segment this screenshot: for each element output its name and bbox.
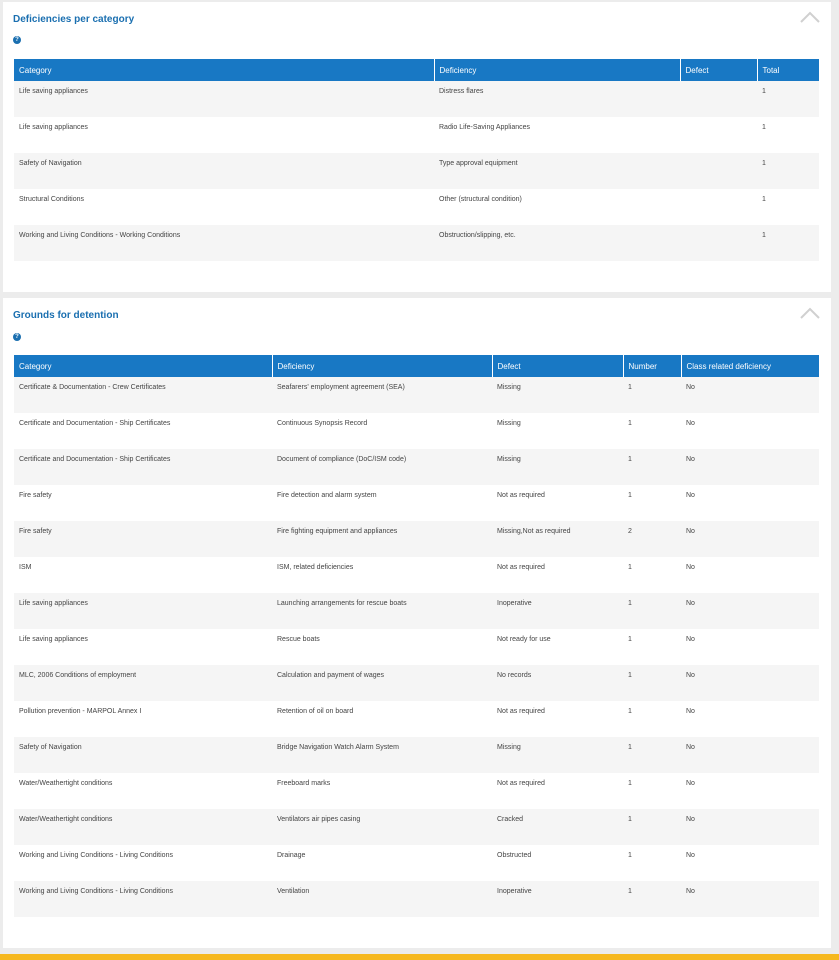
- table-cell: Life saving appliances: [14, 593, 272, 629]
- table-cell: Not as required: [492, 701, 623, 737]
- table-cell: 1: [623, 593, 681, 629]
- table-cell: Pollution prevention - MARPOL Annex I: [14, 701, 272, 737]
- table-cell: 1: [623, 773, 681, 809]
- table-cell: Missing: [492, 377, 623, 413]
- table-row: [14, 881, 819, 917]
- table-cell: No: [681, 701, 819, 737]
- table-cell: Type approval equipment: [434, 153, 680, 189]
- table-cell: 1: [623, 557, 681, 593]
- table-cell: 1: [623, 485, 681, 521]
- table-cell: No: [681, 773, 819, 809]
- column-header[interactable]: Number: [623, 355, 681, 377]
- table-cell: Not ready for use: [492, 629, 623, 665]
- detention-table: [14, 355, 819, 917]
- table-cell: Certificate and Documentation - Ship Certificates: [14, 449, 272, 485]
- table-cell: Working and Living Conditions - Living Conditions: [14, 845, 272, 881]
- table-cell: No: [681, 413, 819, 449]
- table-cell: Seafarers' employment agreement (SEA): [272, 377, 492, 413]
- table-cell: Rescue boats: [272, 629, 492, 665]
- table-cell: ISM, related deficiencies: [272, 557, 492, 593]
- table-cell: 1: [757, 153, 819, 189]
- table-cell: 1: [623, 737, 681, 773]
- table-cell: No: [681, 845, 819, 881]
- deficiencies-table: [14, 59, 819, 261]
- table-row: [14, 485, 819, 521]
- table-row: [14, 521, 819, 557]
- table-cell: Water/Weathertight conditions: [14, 809, 272, 845]
- table-cell: Missing: [492, 449, 623, 485]
- table-row: [14, 413, 819, 449]
- column-header[interactable]: Category: [14, 355, 272, 377]
- table-cell: Retention of oil on board: [272, 701, 492, 737]
- table-row: [14, 189, 819, 225]
- table-cell: Fire safety: [14, 485, 272, 521]
- table-row: [14, 665, 819, 701]
- table-cell: 1: [757, 189, 819, 225]
- table-cell: No: [681, 737, 819, 773]
- table-row: [14, 737, 819, 773]
- table-cell: Radio Life-Saving Appliances: [434, 117, 680, 153]
- table-cell: 1: [623, 413, 681, 449]
- table-cell: 1: [757, 117, 819, 153]
- table-cell: Calculation and payment of wages: [272, 665, 492, 701]
- table-cell: Life saving appliances: [14, 81, 434, 117]
- table-cell: No: [681, 557, 819, 593]
- table-cell: 1: [623, 665, 681, 701]
- table-cell: 1: [623, 845, 681, 881]
- table-cell: 1: [623, 881, 681, 917]
- column-header[interactable]: Deficiency: [272, 355, 492, 377]
- table-cell: Drainage: [272, 845, 492, 881]
- table-cell: Document of compliance (DoC/ISM code): [272, 449, 492, 485]
- table-cell: Distress flares: [434, 81, 680, 117]
- table-cell: Freeboard marks: [272, 773, 492, 809]
- column-header[interactable]: Defect: [492, 355, 623, 377]
- column-header[interactable]: Total: [757, 59, 819, 81]
- table-row: [14, 81, 819, 117]
- table-cell: Not as required: [492, 773, 623, 809]
- table-cell: [680, 189, 757, 225]
- column-header[interactable]: Category: [14, 59, 434, 81]
- deficiencies-per-category-panel: [3, 2, 831, 292]
- table-cell: Safety of Navigation: [14, 737, 272, 773]
- table-cell: Fire fighting equipment and appliances: [272, 521, 492, 557]
- table-cell: No: [681, 593, 819, 629]
- table-row: [14, 845, 819, 881]
- table-cell: No records: [492, 665, 623, 701]
- table-cell: Bridge Navigation Watch Alarm System: [272, 737, 492, 773]
- table-cell: Water/Weathertight conditions: [14, 773, 272, 809]
- column-header[interactable]: Deficiency: [434, 59, 680, 81]
- table-cell: 1: [757, 81, 819, 117]
- table-cell: No: [681, 521, 819, 557]
- table-cell: [680, 81, 757, 117]
- table-cell: MLC, 2006 Conditions of employment: [14, 665, 272, 701]
- table-cell: Missing: [492, 737, 623, 773]
- table-cell: 1: [757, 225, 819, 261]
- table-cell: Continuous Synopsis Record: [272, 413, 492, 449]
- table-row: [14, 773, 819, 809]
- table-cell: Working and Living Conditions - Living Conditions: [14, 881, 272, 917]
- table-cell: 1: [623, 449, 681, 485]
- table-cell: Life saving appliances: [14, 629, 272, 665]
- chevron-up-icon[interactable]: [799, 10, 821, 24]
- table-cell: No: [681, 629, 819, 665]
- table-cell: 1: [623, 809, 681, 845]
- table-row: [14, 225, 819, 261]
- table-cell: Missing,Not as required: [492, 521, 623, 557]
- chevron-up-icon[interactable]: [799, 306, 821, 320]
- table-row: [14, 629, 819, 665]
- table-cell: No: [681, 485, 819, 521]
- table-cell: [680, 225, 757, 261]
- table-cell: Obstruction/slipping, etc.: [434, 225, 680, 261]
- table-cell: Cracked: [492, 809, 623, 845]
- table-cell: No: [681, 881, 819, 917]
- table-cell: Working and Living Conditions - Working Conditions: [14, 225, 434, 261]
- table-cell: Launching arrangements for rescue boats: [272, 593, 492, 629]
- table-cell: Inoperative: [492, 593, 623, 629]
- table-cell: Missing: [492, 413, 623, 449]
- table-cell: 1: [623, 377, 681, 413]
- table-cell: Fire detection and alarm system: [272, 485, 492, 521]
- table-cell: Obstructed: [492, 845, 623, 881]
- panel-title: Grounds for detention: [13, 310, 119, 321]
- table-cell: [680, 153, 757, 189]
- table-cell: No: [681, 449, 819, 485]
- table-cell: 2: [623, 521, 681, 557]
- table-cell: No: [681, 377, 819, 413]
- table-row: [14, 809, 819, 845]
- help-circle-icon[interactable]: ?: [13, 333, 21, 341]
- table-cell: [680, 117, 757, 153]
- column-header[interactable]: Defect: [680, 59, 757, 81]
- footer-accent-bar: [0, 954, 839, 960]
- table-row: [14, 701, 819, 737]
- table-cell: 1: [623, 629, 681, 665]
- help-circle-icon[interactable]: ?: [13, 36, 21, 44]
- table-row: [14, 593, 819, 629]
- table-cell: Life saving appliances: [14, 117, 434, 153]
- table-cell: Certificate and Documentation - Ship Certificates: [14, 413, 272, 449]
- table-cell: Not as required: [492, 485, 623, 521]
- table-cell: Other (structural condition): [434, 189, 680, 225]
- table-cell: Safety of Navigation: [14, 153, 434, 189]
- table-cell: Ventilation: [272, 881, 492, 917]
- table-cell: Fire safety: [14, 521, 272, 557]
- table-row: [14, 153, 819, 189]
- table-row: [14, 117, 819, 153]
- panel-title: Deficiencies per category: [13, 14, 135, 25]
- table-cell: Not as required: [492, 557, 623, 593]
- table-row: [14, 557, 819, 593]
- table-cell: Ventilators air pipes casing: [272, 809, 492, 845]
- table-cell: No: [681, 809, 819, 845]
- table-cell: Certificate & Documentation - Crew Certificates: [14, 377, 272, 413]
- table-row: [14, 377, 819, 413]
- table-cell: No: [681, 665, 819, 701]
- table-row: [14, 449, 819, 485]
- table-cell: Structural Conditions: [14, 189, 434, 225]
- grounds-for-detention-panel: [3, 298, 831, 948]
- table-cell: 1: [623, 701, 681, 737]
- table-cell: Inoperative: [492, 881, 623, 917]
- column-header[interactable]: Class related deficiency: [681, 355, 819, 377]
- table-cell: ISM: [14, 557, 272, 593]
